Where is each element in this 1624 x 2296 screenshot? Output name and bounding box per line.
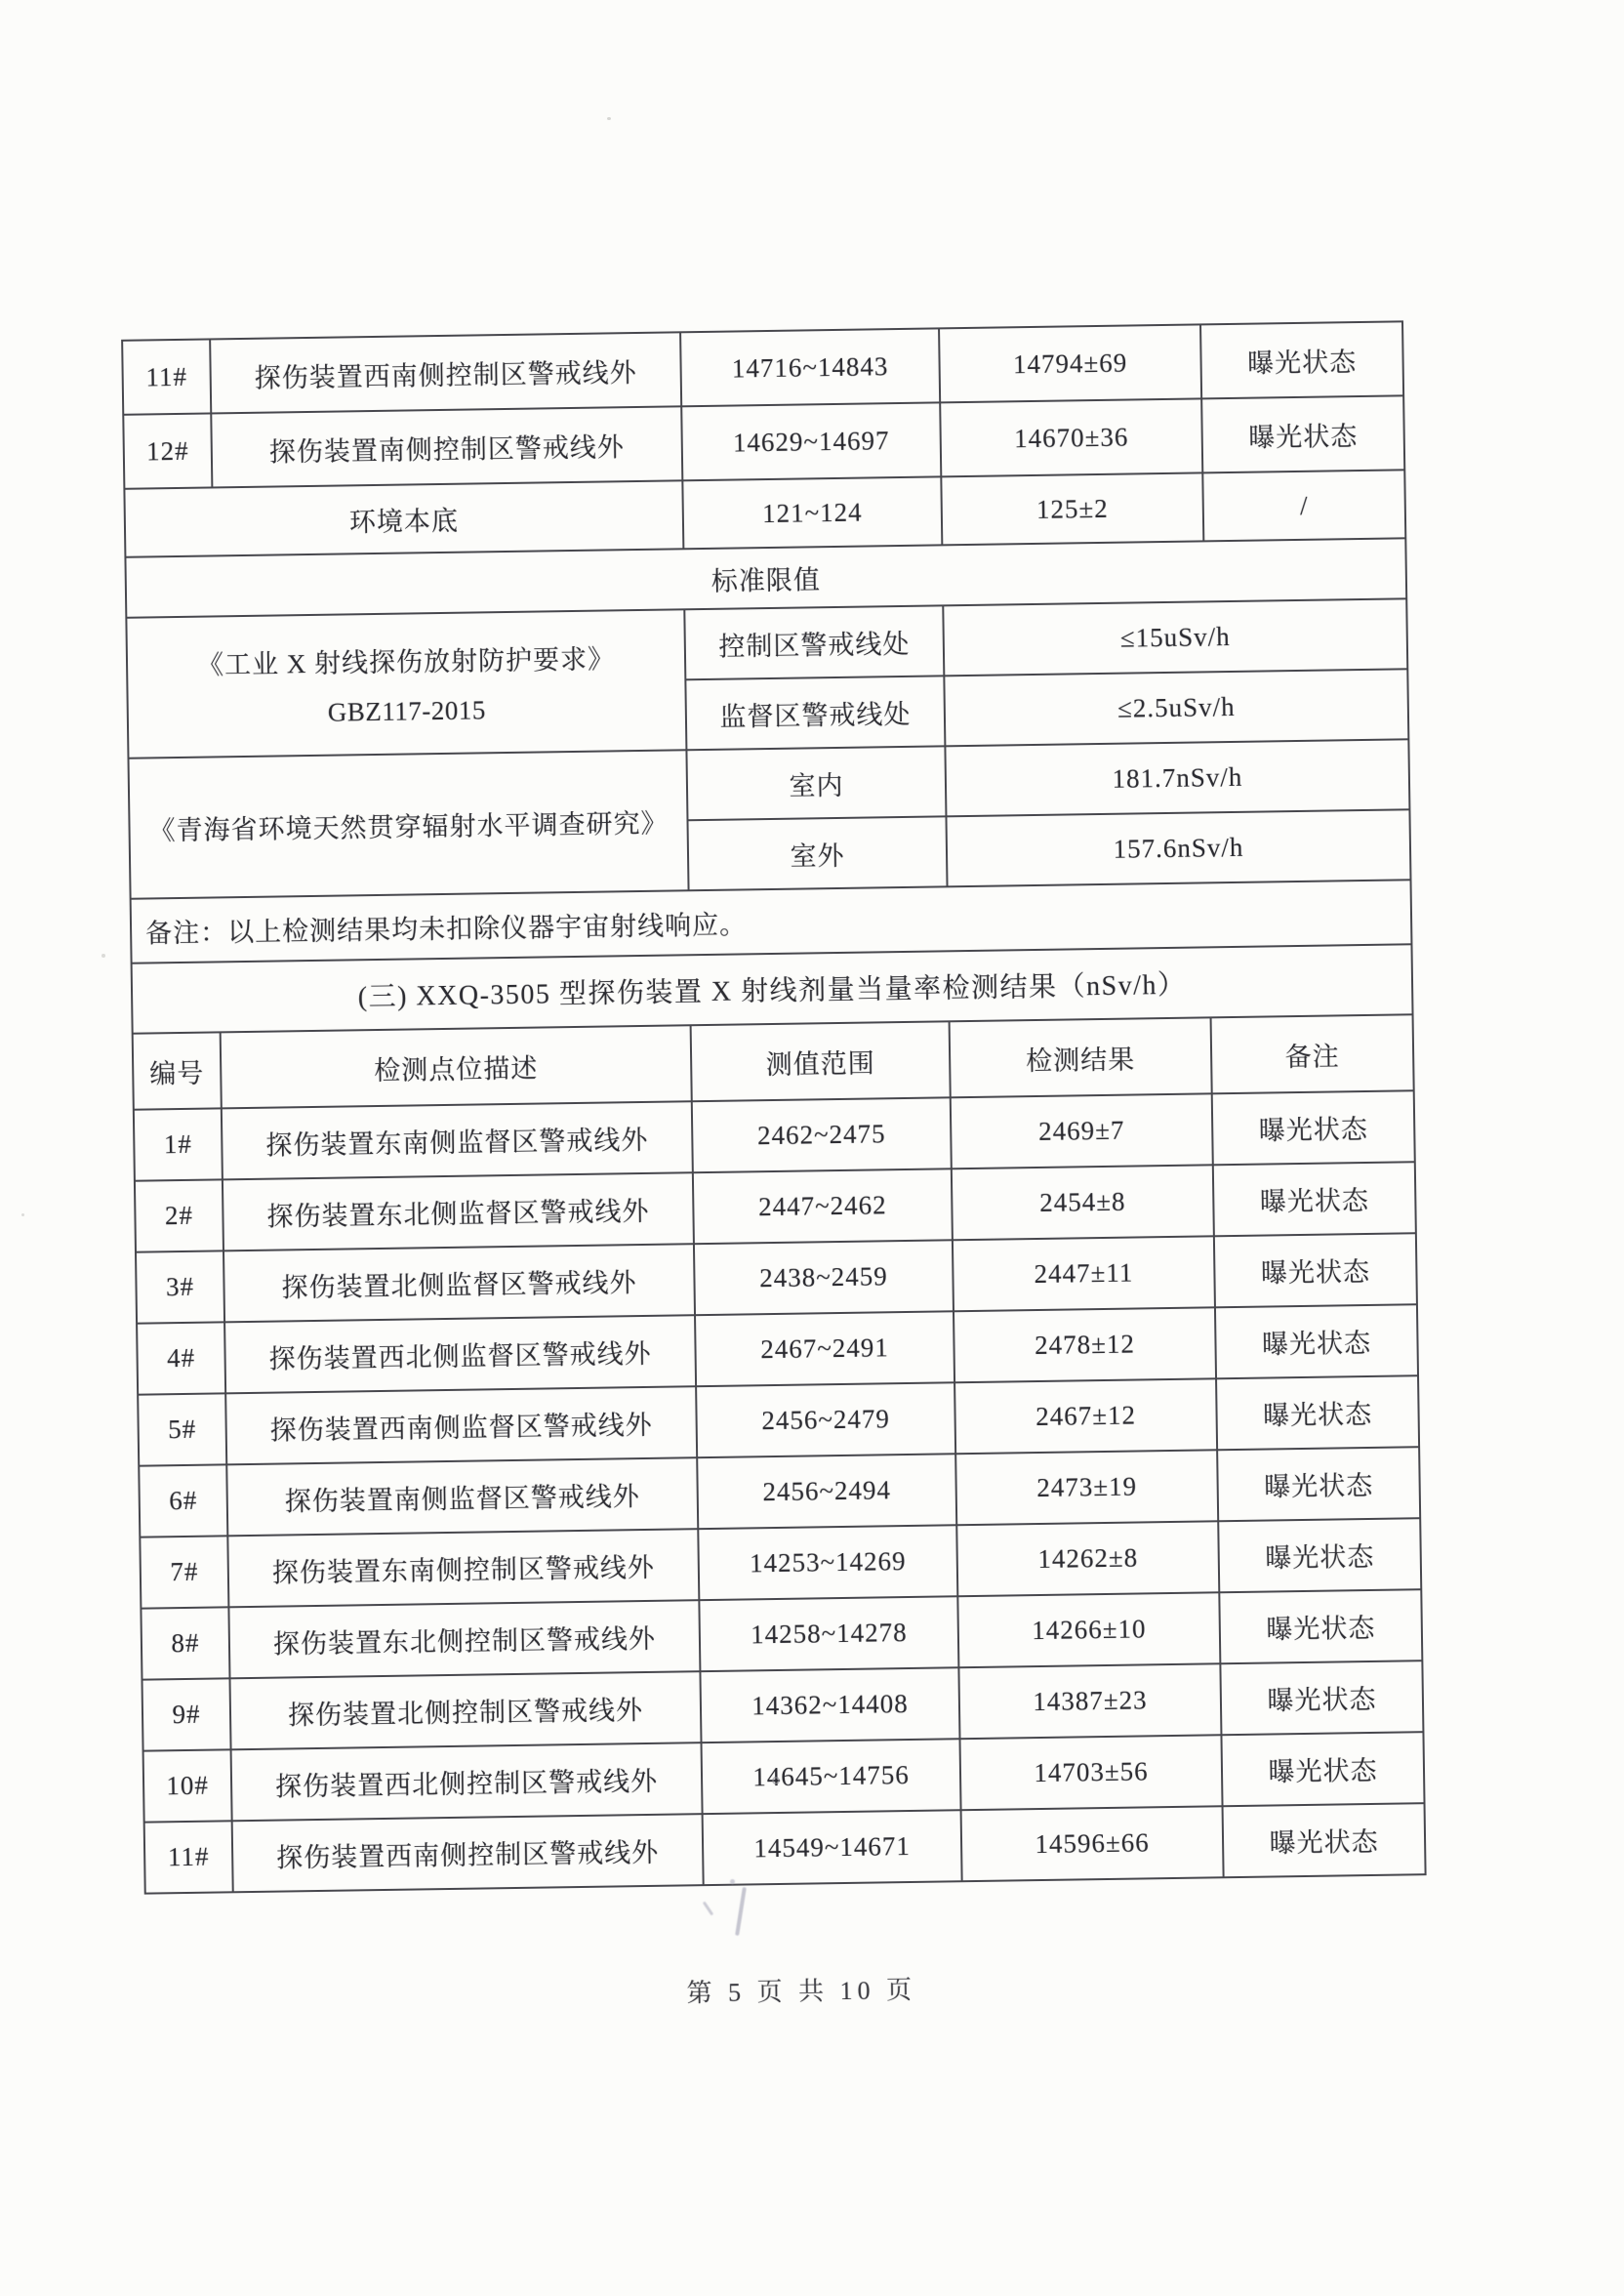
cell-note: 曝光状态 [1223, 1803, 1426, 1877]
cell-point-id: 6# [139, 1464, 227, 1537]
cell-value-range: 14362~14408 [700, 1667, 959, 1742]
scan-artifact [102, 954, 105, 958]
cell-value-range: 14629~14697 [681, 402, 941, 480]
cell-result: 2454±8 [952, 1165, 1214, 1240]
remark-text: 备注：以上检测结果均未扣除仪器宇宙射线响应。 [131, 880, 1412, 963]
cell-limit-location: 室外 [687, 816, 947, 890]
standard-name-line1: 《青海省环境天然贯穿辐射水平调查研究》 [148, 808, 669, 845]
cell-result: 14387±23 [958, 1663, 1221, 1739]
header-value-range: 测值范围 [691, 1021, 951, 1101]
cell-point-description: 探伤装置南侧监督区警戒线外 [226, 1457, 698, 1536]
standard-name [128, 750, 688, 898]
cell-point-id: 4# [137, 1322, 225, 1394]
cell-point-description: 探伤装置西南侧控制区警戒线外 [232, 1814, 704, 1892]
cell-note: / [1202, 470, 1405, 541]
cell-value-range: 2462~2475 [692, 1097, 952, 1172]
cell-result: 2478±12 [954, 1307, 1216, 1382]
cell-note: 曝光状态 [1219, 1589, 1422, 1663]
cell-note: 曝光状态 [1201, 395, 1404, 472]
cell-limit-location: 监督区警戒线处 [685, 676, 945, 750]
header-point-id: 编号 [133, 1032, 222, 1109]
standard-name-line1: 《工业 X 射线探伤放射防护要求》 [196, 644, 616, 680]
cell-point-id: 8# [141, 1607, 229, 1679]
cell-note: 曝光状态 [1217, 1447, 1420, 1521]
cell-env-label: 环境本底 [124, 480, 683, 556]
cell-value-range: 2447~2462 [693, 1168, 953, 1244]
cell-note: 曝光状态 [1218, 1518, 1421, 1592]
cell-value-range: 121~124 [682, 476, 942, 549]
cell-point-description: 探伤装置东南侧监督区警戒线外 [222, 1101, 693, 1179]
cell-result: 14670±36 [940, 398, 1202, 476]
cell-result: 14266±10 [957, 1592, 1220, 1667]
scan-artifact [607, 117, 611, 120]
cell-result: 14596±66 [961, 1806, 1224, 1881]
cell-point-id: 1# [134, 1108, 223, 1180]
radiation-results-table [121, 320, 1426, 1894]
cell-note: 曝光状态 [1220, 1660, 1423, 1735]
cell-result: 14703±56 [959, 1735, 1222, 1810]
cell-point-description: 探伤装置西南侧监督区警戒线外 [225, 1386, 697, 1464]
cell-note: 曝光状态 [1213, 1162, 1416, 1236]
cell-point-description: 探伤装置西北侧监督区警戒线外 [224, 1315, 696, 1393]
cell-point-id: 12# [123, 413, 212, 488]
cell-point-id: 9# [142, 1678, 230, 1750]
cell-result: 2469±7 [951, 1093, 1213, 1168]
cell-value-range: 14258~14278 [699, 1596, 958, 1671]
standard-name [126, 609, 686, 758]
cell-point-id: 5# [138, 1393, 226, 1465]
cell-point-id: 3# [136, 1250, 224, 1323]
cell-point-id: 7# [140, 1536, 228, 1608]
cell-result: 14262±8 [956, 1521, 1219, 1596]
page-number: 第 5 页 共 10 页 [686, 1975, 917, 2008]
cell-result: 2447±11 [953, 1236, 1215, 1311]
header-note: 备注 [1211, 1014, 1414, 1093]
cell-point-id: 2# [135, 1179, 223, 1251]
page-content [121, 320, 1427, 2086]
section-title: (三) XXQ-3505 型探伤装置 X 射线剂量当量率检测结果（nSv/h） [132, 944, 1413, 1033]
cell-value-range: 14253~14269 [698, 1525, 957, 1600]
cell-point-description: 探伤装置北侧控制区警戒线外 [229, 1671, 701, 1749]
header-result: 检测结果 [950, 1017, 1212, 1097]
cell-note: 曝光状态 [1221, 1732, 1424, 1806]
scan-artifact [21, 1213, 24, 1216]
cell-limit-value: 157.6nSv/h [946, 809, 1410, 886]
cell-result: 2467±12 [954, 1378, 1217, 1454]
cell-limit-value: 181.7nSv/h [945, 739, 1409, 816]
standard-name-line2: GBZ117-2015 [327, 695, 487, 727]
cell-point-id: 10# [143, 1749, 232, 1822]
cell-point-description: 探伤装置西南侧控制区警戒线外 [210, 332, 681, 413]
cell-point-id: 11# [144, 1821, 233, 1893]
cell-point-description: 探伤装置东北侧监督区警戒线外 [223, 1172, 694, 1250]
cell-note: 曝光状态 [1200, 321, 1403, 398]
cell-point-description: 探伤装置西北侧控制区警戒线外 [231, 1742, 703, 1821]
cell-value-range: 2456~2494 [697, 1454, 956, 1529]
cell-point-description: 探伤装置南侧控制区警戒线外 [211, 406, 682, 487]
cell-note: 曝光状态 [1214, 1233, 1417, 1307]
cell-limit-value: ≤2.5uSv/h [944, 669, 1408, 746]
header-point-description: 检测点位描述 [221, 1025, 692, 1108]
cell-point-description: 探伤装置东南侧控制区警戒线外 [227, 1529, 699, 1607]
cell-value-range: 2467~2491 [695, 1311, 954, 1386]
cell-note: 曝光状态 [1216, 1375, 1419, 1450]
cell-limit-location: 室内 [686, 746, 946, 820]
cell-value-range: 2438~2459 [694, 1240, 954, 1315]
cell-value-range: 14716~14843 [680, 328, 940, 406]
cell-value-range: 14549~14671 [703, 1810, 962, 1885]
cell-point-description: 探伤装置东北侧控制区警戒线外 [228, 1600, 700, 1678]
cell-note: 曝光状态 [1212, 1090, 1415, 1165]
cell-point-id: 11# [122, 339, 211, 414]
cell-value-range: 2456~2479 [696, 1382, 955, 1457]
cell-result: 2473±19 [955, 1450, 1218, 1525]
limits-title: 标准限值 [125, 538, 1406, 617]
cell-result: 125±2 [941, 472, 1203, 545]
cell-result: 14794±69 [939, 324, 1201, 402]
cell-value-range: 14645~14756 [702, 1739, 961, 1814]
cell-point-description: 探伤装置北侧监督区警戒线外 [223, 1244, 695, 1322]
cell-note: 曝光状态 [1215, 1304, 1418, 1378]
cell-limit-location: 控制区警戒线处 [684, 605, 944, 679]
cell-limit-value: ≤15uSv/h [943, 598, 1407, 676]
